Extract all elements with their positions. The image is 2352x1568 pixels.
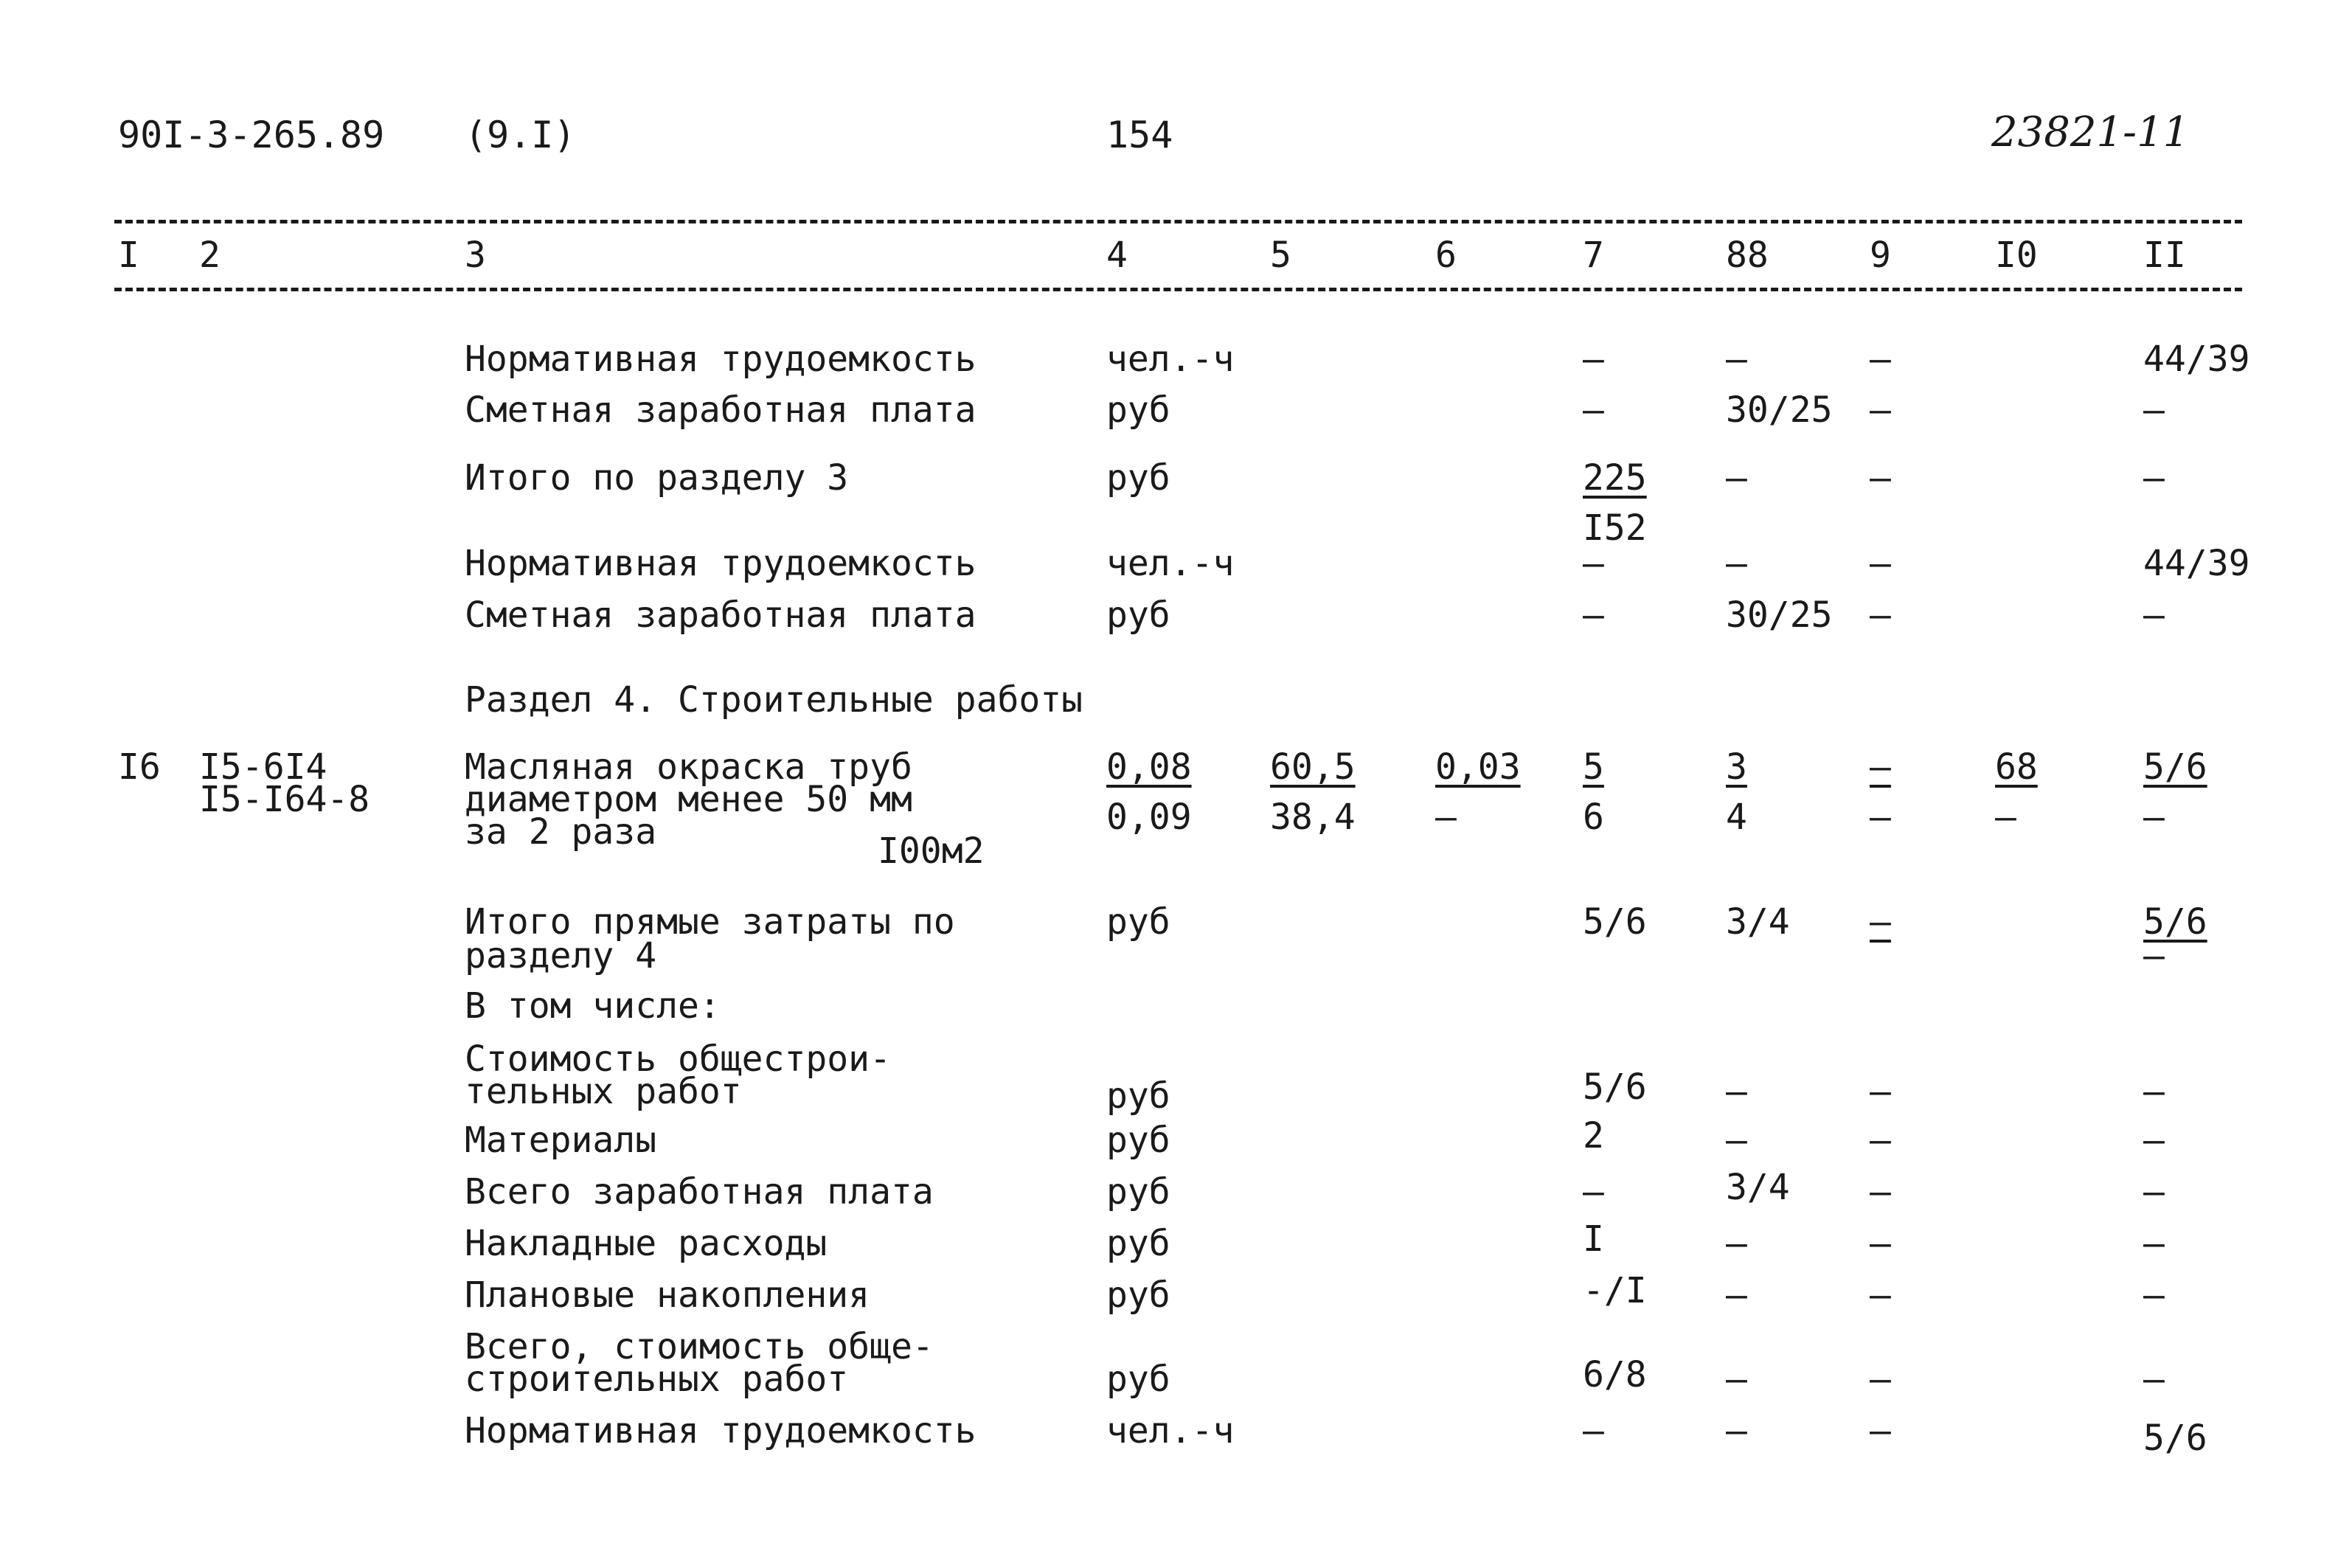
item-col8-bottom: 4: [1726, 797, 1747, 838]
item-col8-top: 3: [1726, 746, 1747, 788]
row-col7: 5/6: [1583, 1066, 1647, 1108]
row-col7: –: [1583, 1410, 1604, 1451]
row-col11: 44/39: [2143, 543, 2250, 584]
column-header-10: I0: [1995, 235, 2038, 276]
row-label: Материалы: [465, 1120, 657, 1161]
row-unit: чел.-ч: [1106, 339, 1235, 380]
row-col7: –: [1583, 1171, 1604, 1213]
row-unit: руб: [1106, 1359, 1170, 1400]
row-label: Плановые накопления: [465, 1274, 870, 1316]
inventory-number: 23821-11: [1991, 108, 2190, 156]
row-col9: –: [1870, 901, 1891, 943]
row-col11: –: [2143, 1171, 2165, 1213]
row-col8: –: [1726, 339, 1747, 380]
item-number: I6: [118, 746, 161, 788]
row-col9: –: [1870, 339, 1891, 380]
row-col8: –: [1726, 457, 1747, 499]
row-label-line2: строительных работ: [465, 1359, 849, 1400]
row-col7: –: [1583, 389, 1604, 431]
item-code-1: I5-6I4: [199, 746, 327, 788]
item-col5-bottom: 38,4: [1270, 797, 1356, 838]
row-label-line2: тельных работ: [465, 1071, 742, 1112]
row-col8: –: [1726, 1410, 1747, 1451]
row-unit: чел.-ч: [1106, 1410, 1235, 1451]
column-header-1: I: [118, 235, 139, 276]
row-label-line2: разделу 4: [465, 935, 657, 976]
row-col8: 30/25: [1726, 389, 1833, 431]
row-col8: 30/25: [1726, 594, 1833, 636]
row-label-line1: Всего, стоимость обще-: [465, 1326, 934, 1367]
row-col8: –: [1726, 1274, 1747, 1316]
row-unit: руб: [1106, 389, 1170, 431]
row-unit: руб: [1106, 594, 1170, 636]
column-header-7: 7: [1583, 235, 1604, 276]
item-code-2: I5-I64-8: [199, 779, 370, 820]
row-label: Накладные расходы: [465, 1223, 828, 1264]
row-unit: чел.-ч: [1106, 543, 1235, 584]
row-col11: 5/6: [2143, 1418, 2207, 1459]
item-col7-bottom: 6: [1583, 797, 1604, 838]
row-col7: I: [1583, 1218, 1604, 1260]
row-col9: –: [1870, 1120, 1891, 1161]
table-header-rule: [114, 288, 2242, 291]
row-col11: –: [2143, 1120, 2165, 1161]
page-number: 154: [1106, 114, 1173, 156]
row-unit: руб: [1106, 1223, 1170, 1264]
row-col9: –: [1870, 1359, 1891, 1400]
row-col9: –: [1870, 457, 1891, 499]
row-col11: –: [2143, 1223, 2165, 1264]
row-col8: –: [1726, 1359, 1747, 1400]
row-col11: –: [2143, 1359, 2165, 1400]
item-description-line3: за 2 раза: [465, 811, 657, 853]
row-label: Всего заработная плата: [465, 1171, 934, 1213]
row-col11: 44/39: [2143, 339, 2250, 380]
row-col7: 6/8: [1583, 1354, 1647, 1395]
subtotal-caption: В том числе:: [465, 985, 721, 1027]
item-col11-bottom: –: [2143, 797, 2165, 838]
item-col10-bottom: –: [1995, 797, 2016, 838]
item-col5-top: 60,5: [1270, 746, 1356, 788]
item-unit: I00м2: [878, 830, 985, 872]
column-header-6: 6: [1435, 235, 1457, 276]
row-unit: руб: [1106, 1075, 1170, 1117]
item-col4-top: 0,08: [1106, 746, 1192, 788]
item-col10-top: 68: [1995, 746, 2038, 788]
row-col7: –: [1583, 339, 1604, 380]
row-col7-denominator: I52: [1583, 507, 1647, 549]
row-unit: руб: [1106, 457, 1170, 499]
item-description-line2: диаметром менее 50 мм: [465, 779, 912, 820]
item-col9-bottom: –: [1870, 797, 1891, 838]
item-description-line1: Масляная окраска труб: [465, 746, 912, 788]
row-col8: –: [1726, 543, 1747, 584]
row-col9: –: [1870, 1171, 1891, 1213]
row-unit: руб: [1106, 901, 1170, 943]
row-unit: руб: [1106, 1171, 1170, 1213]
row-col9: –: [1870, 1071, 1891, 1112]
row-label-line1: Стоимость общестрои-: [465, 1038, 891, 1080]
row-col9: –: [1870, 594, 1891, 636]
row-label: Нормативная трудоемкость: [465, 1410, 976, 1451]
item-col6-bottom: –: [1435, 797, 1457, 838]
column-header-8: 88: [1726, 235, 1769, 276]
row-col7: –: [1583, 543, 1604, 584]
row-col11-top: 5/6: [2143, 901, 2207, 943]
column-header-3: 3: [465, 235, 486, 276]
item-col11-top: 5/6: [2143, 746, 2207, 788]
row-label-line1: Итого прямые затраты по: [465, 901, 955, 943]
item-col7-top: 5: [1583, 746, 1604, 788]
row-col9: –: [1870, 1274, 1891, 1316]
row-col11: –: [2143, 1274, 2165, 1316]
row-col11: –: [2143, 594, 2165, 636]
item-col4-bottom: 0,09: [1106, 797, 1192, 838]
row-col9: –: [1870, 543, 1891, 584]
column-header-4: 4: [1106, 235, 1128, 276]
row-col7: –: [1583, 594, 1604, 636]
row-col9: –: [1870, 1410, 1891, 1451]
row-unit: руб: [1106, 1274, 1170, 1316]
row-col7: -/I: [1583, 1270, 1647, 1311]
row-col11: –: [2143, 1071, 2165, 1112]
row-label: Итого по разделу 3: [465, 457, 849, 499]
section-title: Раздел 4. Строительные работы: [465, 679, 1083, 721]
item-col9-top: –: [1870, 746, 1891, 788]
column-header-11: II: [2143, 235, 2186, 276]
row-col11: –: [2143, 457, 2165, 499]
section-reference: (9.I): [465, 114, 576, 156]
row-col8: 3/4: [1726, 1167, 1790, 1208]
row-col11: –: [2143, 389, 2165, 431]
row-col7-numerator: 225: [1583, 457, 1647, 499]
document-code: 90I-3-265.89: [118, 114, 385, 156]
row-col7: 5/6: [1583, 901, 1647, 943]
row-col7: 2: [1583, 1115, 1604, 1156]
row-label: Сметная заработная плата: [465, 389, 976, 431]
row-col8: –: [1726, 1071, 1747, 1112]
row-col11-bottom: –: [2143, 935, 2165, 976]
column-header-5: 5: [1270, 235, 1291, 276]
column-header-9: 9: [1870, 235, 1891, 276]
row-col8: –: [1726, 1120, 1747, 1161]
row-col9: –: [1870, 1223, 1891, 1264]
row-label: Нормативная трудоемкость: [465, 339, 976, 380]
item-col6-top: 0,03: [1435, 746, 1521, 788]
row-unit: руб: [1106, 1120, 1170, 1161]
row-col9: –: [1870, 389, 1891, 431]
row-label: Сметная заработная плата: [465, 594, 976, 636]
row-col8: –: [1726, 1223, 1747, 1264]
table-top-rule: [114, 220, 2242, 223]
column-header-2: 2: [199, 235, 221, 276]
row-label: Нормативная трудоемкость: [465, 543, 976, 584]
row-col8: 3/4: [1726, 901, 1790, 943]
